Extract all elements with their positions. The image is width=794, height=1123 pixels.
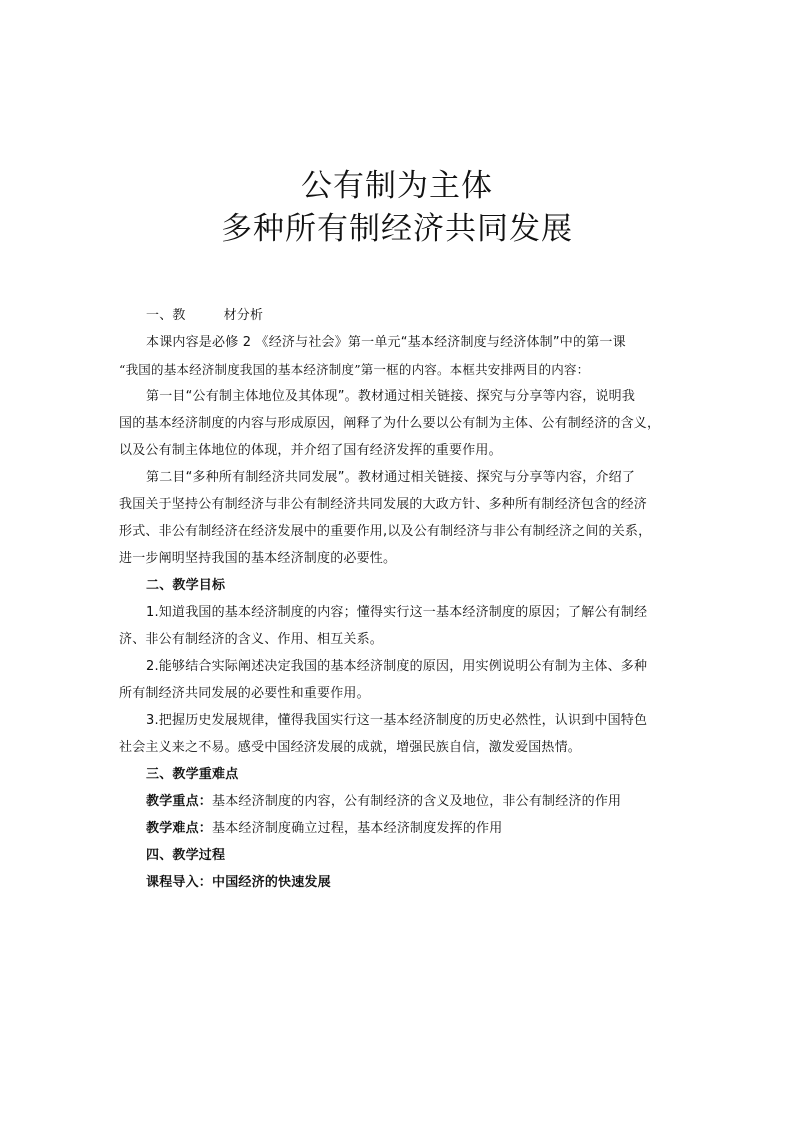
difficult-points-label: 教学难点： <box>146 821 213 836</box>
difficult-points-line <box>119 815 676 842</box>
paragraph-2-line-2: 国的基本经济制度的内容与形成原因，阐释了为什么要以公有制为主体、公有制经济的含义， <box>119 416 661 431</box>
goal-1-line-2: 济、非公有制经济的含义、作用、相互关系。 <box>119 632 384 647</box>
key-points-label: 教学重点： <box>146 794 213 809</box>
document-title-line-2: 多种所有制经济共同发展 <box>221 211 573 247</box>
paragraph-2-line-1: 第一目“公有制主体地位及其体现”。教材通过相关链接、探究与分享等内容，说明我 <box>146 389 636 404</box>
paragraph-3-line-1: 第二目“多种所有制经济共同发展”。教材通过相关链接、探究与分享等内容，介绍了 <box>146 470 636 485</box>
document-body <box>119 302 676 896</box>
document-title-line-1: 公有制为主体 <box>301 168 493 204</box>
goal-2-line-1: 2.能够结合实际阐述决定我国的基本经济制度的原因，用实例说明公有制为主体、多种 <box>146 659 648 674</box>
section-1-heading <box>119 302 676 329</box>
course-intro-label: 课程导入： <box>146 875 213 890</box>
course-intro-text: 中国经济的快速发展 <box>212 875 331 890</box>
section-1-heading-part-a: 一、教 <box>146 308 186 323</box>
section-4-heading: 四、教学过程 <box>146 848 226 863</box>
goal-3-line-2: 社会主义来之不易。感受中国经济发展的成就，增强民族自信，激发爱国热情。 <box>119 740 582 755</box>
difficult-points-text: 基本经济制度确立过程，基本经济制度发挥的作用 <box>212 821 503 836</box>
goal-2-line-2: 所有制经济共同发展的必要性和重要作用。 <box>119 686 370 701</box>
paragraph-2-line-3: 以及公有制主体地位的体现，并介绍了国有经济发挥的重要作用。 <box>119 443 502 458</box>
goal-3-line-1: 3.把握历史发展规律，懂得我国实行这一基本经济制度的历史必然性，认识到中国特色 <box>146 713 648 728</box>
goal-1-line-1: 1.知道我国的基本经济制度的内容；懂得实行这一基本经济制度的原因；了解公有制经 <box>146 605 648 620</box>
section-1-heading-part-b: 材分析 <box>223 308 264 323</box>
paragraph-3-line-3: 形式、非公有制经济在经济发展中的重要作用,以及公有制经济与非公有制经济之间的关系， <box>119 524 652 539</box>
key-points-text: 基本经济制度的内容，公有制经济的含义及地位，非公有制经济的作用 <box>212 794 622 809</box>
paragraph-1-line-2: “我国的基本经济制度我国的基本经济制度”第一框的内容。本框共安排两目的内容： <box>119 362 590 377</box>
section-3-heading: 三、教学重难点 <box>146 767 239 782</box>
paragraph-3-line-4: 进一步阐明坚持我国的基本经济制度的必要性。 <box>119 551 397 566</box>
key-points-line <box>119 788 676 815</box>
course-intro-line <box>119 869 676 896</box>
paragraph-3-line-2: 我国关于坚持公有制经济与非公有制经济共同发展的大政方针、多种所有制经济包含的经济 <box>119 497 648 512</box>
section-2-heading: 二、教学目标 <box>146 578 226 593</box>
paragraph-1-line-1: 本课内容是必修 2 《经济与社会》第一单元“基本经济制度与经济体制”中的第一课 <box>146 335 626 350</box>
